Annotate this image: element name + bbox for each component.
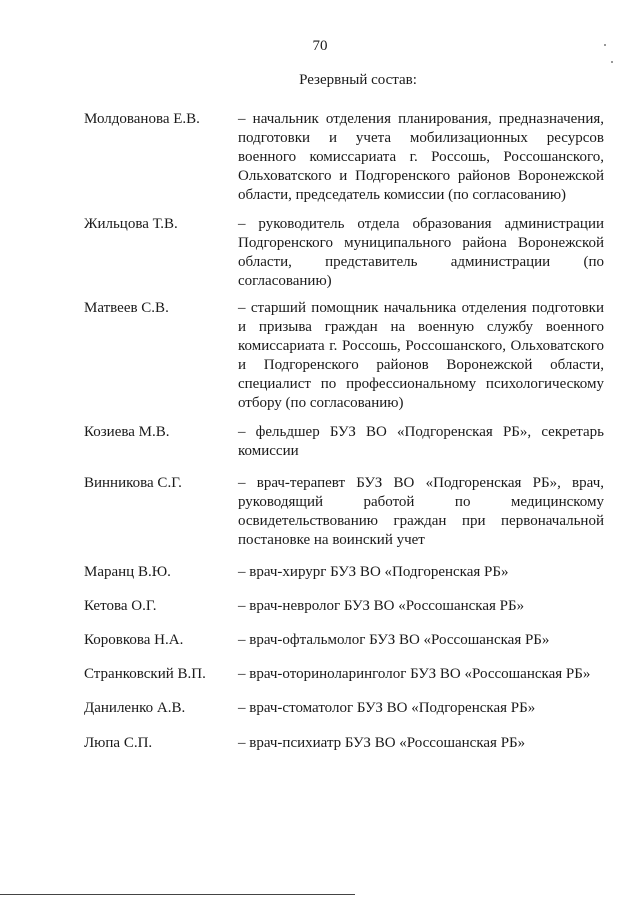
member-name: Маранц В.Ю. [84, 564, 171, 580]
member-name: Винникова С.Г. [84, 475, 182, 491]
member-role: – врач-терапевт БУЗ ВО «Подгоренская РБ», врач, руководящий работой по медицинскому освидетельствованию граждан при первоначальной постановке на воинский учет [238, 475, 604, 548]
member-role: – начальник отделения планирования, предназначения, подготовки и учета мобилизационных ресурсов военного комиссариата г. Россошь, Россошанского, Ольховатского и Подгоренского районов Воронежской области, председатель комиссии (по согласованию) [238, 111, 604, 203]
member-role: – фельдшер БУЗ ВО «Подгоренская РБ», секретарь комиссии [238, 424, 604, 459]
bottom-rule [0, 894, 355, 895]
member-name: Молдованова Е.В. [84, 111, 200, 127]
member-role: – врач-невролог БУЗ ВО «Россошанская РБ» [238, 598, 525, 614]
member-name: Странковский В.П. [84, 666, 206, 682]
member-name: Люпа С.П. [84, 735, 153, 751]
member-name: Коровкова Н.А. [84, 632, 184, 648]
scan-speck [604, 44, 606, 46]
member-role: – старший помощник начальника отделения подготовки и призыва граждан на военную службу военного комиссариата г. Россошь, Россошанского, Ольховатского и Подгоренского районов Воронежской области, специалист по профессиональному психологическому отбору (по согласованию) [238, 300, 604, 411]
member-role: – врач-оториноларинголог БУЗ ВО «Россошанская РБ» [238, 666, 591, 682]
member-role: – врач-офтальмолог БУЗ ВО «Россошанская РБ» [238, 632, 550, 648]
section-title: Резервный состав: [299, 72, 417, 88]
member-name: Даниленко А.В. [84, 700, 186, 716]
page-number: 70 [312, 38, 328, 54]
member-name: Кетова О.Г. [84, 598, 157, 614]
member-name: Козиева М.В. [84, 424, 170, 440]
member-role: – врач-психиатр БУЗ ВО «Россошанская РБ» [238, 735, 526, 751]
member-name: Матвеев С.В. [84, 300, 169, 316]
member-role: – руководитель отдела образования администрации Подгоренского муниципального района Воронежской области, представитель администрации (по согласованию) [238, 216, 604, 289]
member-role: – врач-стоматолог БУЗ ВО «Подгоренская РБ» [238, 700, 536, 716]
scan-speck [611, 61, 613, 63]
member-role: – врач-хирург БУЗ ВО «Подгоренская РБ» [238, 564, 509, 580]
member-name: Жильцова Т.В. [84, 216, 178, 232]
